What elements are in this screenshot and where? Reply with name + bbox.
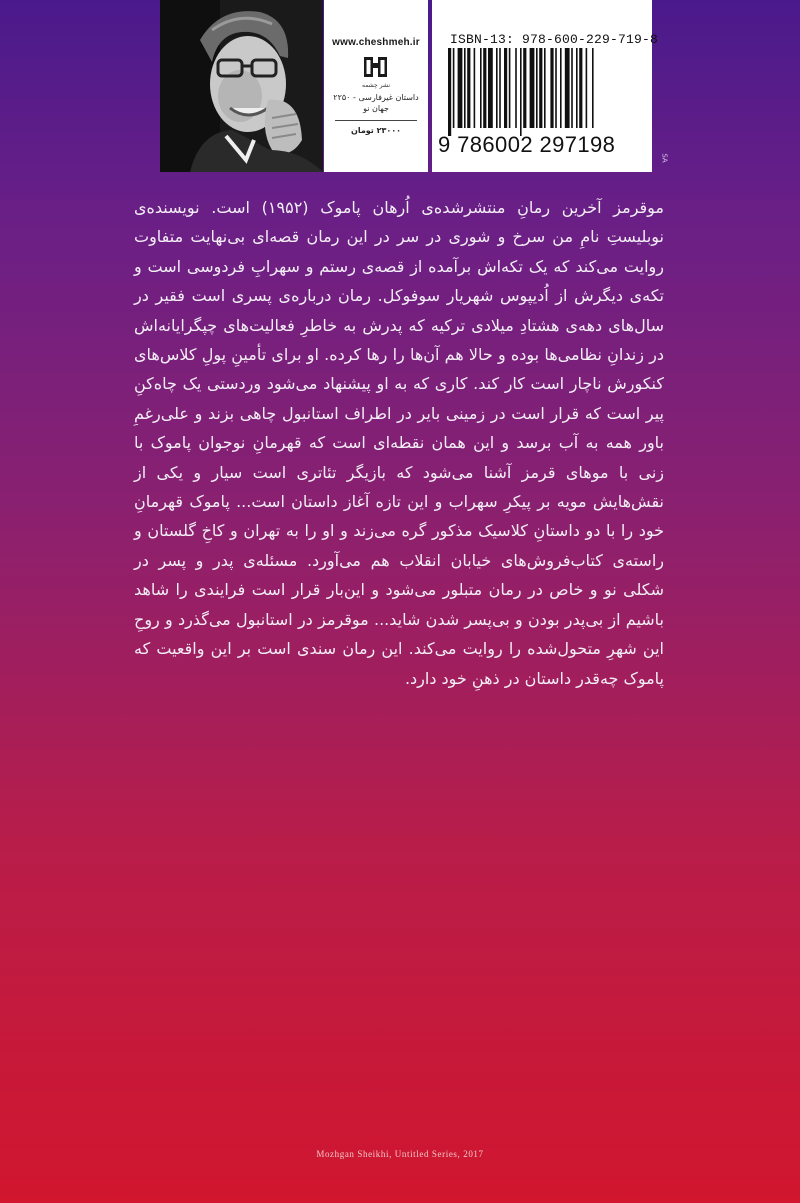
price-label: ۲۳۰۰۰ تومان bbox=[350, 126, 401, 135]
series-line-2: جهان نو bbox=[363, 104, 389, 113]
barcode-digits: 9 786002 297198 bbox=[438, 132, 616, 157]
publisher-name: نشر چشمه bbox=[362, 82, 390, 89]
author-portrait-photo bbox=[160, 0, 323, 172]
barcode-panel bbox=[432, 0, 659, 172]
publisher-panel bbox=[324, 0, 428, 172]
divider bbox=[335, 120, 417, 121]
cover-art-credit: Mozhgan Sheikhi, Untitled Series, 2017 bbox=[316, 1149, 484, 1159]
cheshmeh-logo-icon bbox=[362, 54, 390, 80]
top-info-strip bbox=[0, 0, 800, 175]
book-description: موقرمز آخرین رمانِ منتشرشده‌ی اُرهان پاموک (۱۹۵۲) است. نویسنده‌ی نوبلیستِ نامِ من سرخ و شوری در سر در این رمان قصه‌ای بی‌نهایت متفاوت روایت می‌کند که یک تکه‌اش برآمده از قصه‌ی رستم و سهرابِ فردوسی است و تکه‌ی دیگرش از اُدیپوس شهریار سوفوکل. رمان درباره‌ی پسری است فقیر در سال‌های دهه‌ی هشتادِ میلادی ترکیه که پدرش به خاطرِ فعالیت‌های چپگرایانه‌اش در زندانِ نظامی‌ها بوده و حالا هم آن‌ها را رها کرده. او برای تأمینِ پولِ کلاس‌های کنکورش ناچار است کار کند. کاری که به او پیشنهاد می‌شود وردستی یک چاه‌کنِ پیر است که قرار است در زمینی بایر در اطراف استانبول چاهی بزند و علی‌رغمِ باور همه به آب برسد و این همان نقطه‌ای است که قهرمانِ نوجوان پاموک با زنی با موهای قرمز آشنا می‌شود که بازیگر تئاتری است سیار و یکی از نقش‌هایش مویه‌ بر پیکرِ سهراب و این تازه آغاز داستان است... پاموک قهرمانِ خود را با دو داستانِ کلاسیک مذکور گره می‌زند و او را به تهران و کاخِ گلستان و راسته‌ی کتاب‌فروش‌های خیابان انقلاب هم می‌آورد. مسئله‌ی پدر و پسر در شکلی نو و خاص در رمان متبلور می‌شود و این‌بار قرار است فرایندی را شاهد باشیم از بی‌پدر بودن و بی‌پسر شدن شاید... موقرمز در استانبول می‌گذرد و روحِ این شهرِ متحول‌شده را روایت می‌کند. این رمان سندی است بر این واقعیت که پاموک چه‌قدر داستان در ذهنِ خود دارد. bbox=[134, 198, 664, 688]
publisher-url[interactable]: www.cheshmeh.ir bbox=[332, 37, 420, 48]
barcode-icon bbox=[446, 48, 642, 136]
side-mark: SA bbox=[660, 153, 669, 163]
isbn-label: ISBN-13: 978-600-229-719-8 bbox=[450, 32, 659, 47]
series-label bbox=[324, 92, 428, 114]
series-line-1: داستان غیرفارسی - ۲۲۵۰ bbox=[333, 93, 419, 102]
